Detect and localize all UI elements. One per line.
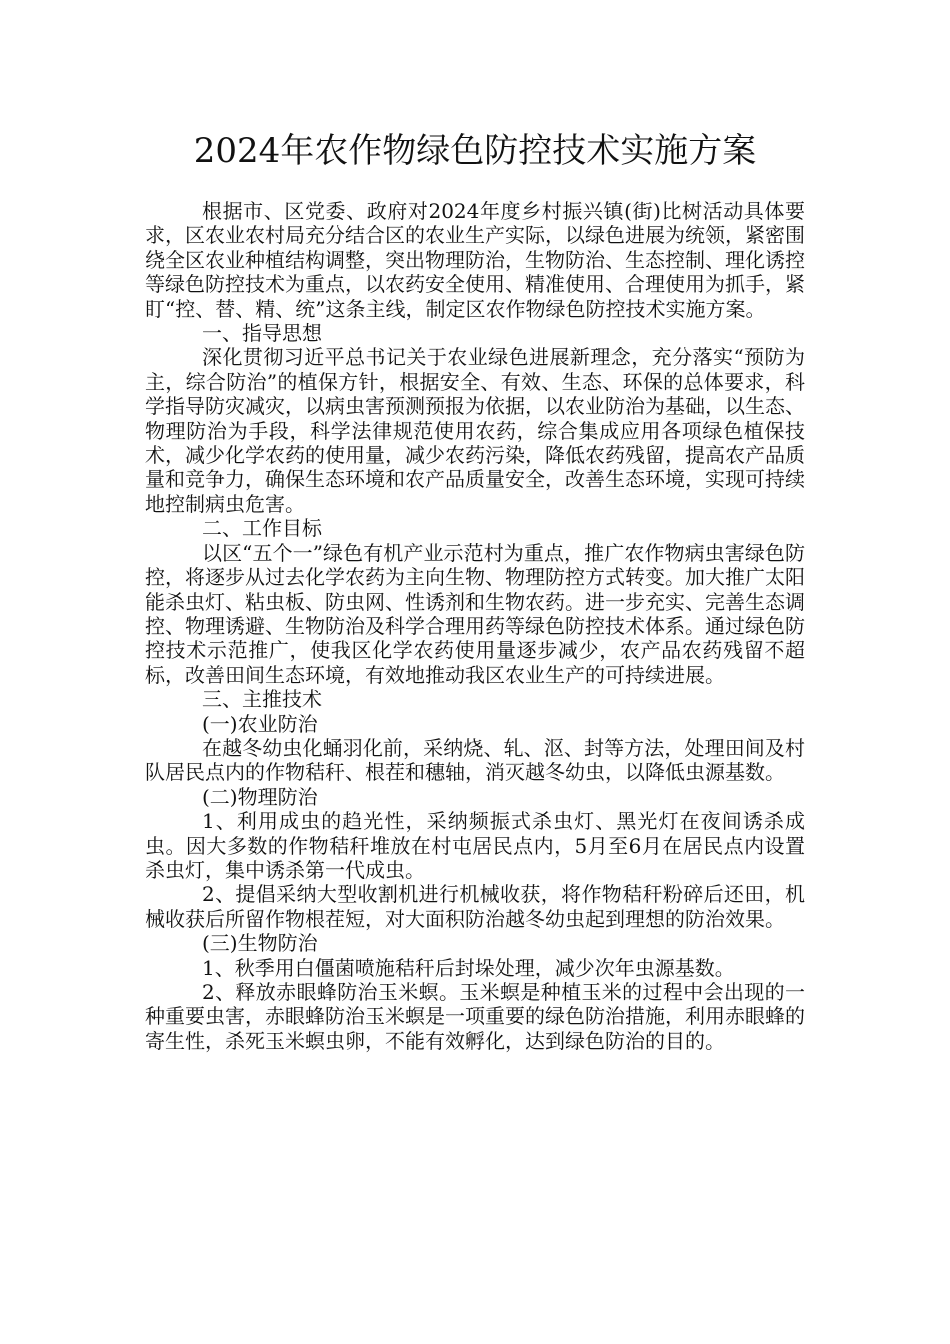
- biological-paragraph-2: 2、释放赤眼蜂防治玉米螟。玉米螟是种植玉米的过程中会出现的一种重要虫害，赤眼蜂防治玉米螟是一项重要的绿色防治措施，利用赤眼蜂的寄生性，杀死玉米螟虫卵，不能有效孵化，达到绿色防治的目的。: [145, 980, 805, 1053]
- intro-paragraph: 根据市、区党委、政府对2024年度乡村振兴镇(街)比树活动具体要求，区农业农村局充分结合区的农业生产实际，以绿色进展为统领，紧密围绕全区农业种植结构调整，突出物理防治，生物防治、生态控制、理化诱控等绿色防控技术为重点，以农药安全使用、精准使用、合理使用为抓手，紧盯“控、替、精、统”这条主线，制定区农作物绿色防控技术实施方案。: [145, 199, 805, 321]
- subheading-biological: (三)生物防治: [202, 931, 318, 956]
- subheading-physical: (二)物理防治: [202, 784, 318, 809]
- physical-paragraph-2: 2、提倡采纳大型收割机进行机械收获，将作物秸秆粉碎后还田，机械收获后所留作物根茬短，对大面积防治越冬幼虫起到理想的防治效果。: [145, 882, 805, 931]
- document-title: 2024年农作物绿色防控技术实施方案: [193, 131, 757, 171]
- section-heading-guiding: 一、指导思想: [202, 321, 322, 346]
- section-heading-techniques: 三、主推技术: [202, 687, 322, 712]
- document-body: [145, 199, 805, 1053]
- goals-paragraph: 以区“五个一”绿色有机产业示范村为重点，推广农作物病虫害绿色防控，将逐步从过去化学农药为主向生物、物理防控方式转变。加大推广太阳能杀虫灯、粘虫板、防虫网、性诱剂和生物农药。进一步充实、完善生态调控、物理诱避、生物防治及科学合理用药等绿色防控技术体系。通过绿色防控技术示范推广，使我区化学农药使用量逐步减少，农产品农药残留不超标，改善田间生态环境，有效地推动我区农业生产的可持续进展。: [145, 540, 805, 687]
- agricultural-paragraph: 在越冬幼虫化蛹羽化前，采纳烧、轧、沤、封等方法，处理田间及村队居民点内的作物秸秆、根茬和穗轴，消灭越冬幼虫，以降低虫源基数。: [145, 735, 805, 785]
- subheading-agricultural: (一)农业防治: [202, 711, 318, 736]
- biological-paragraph-1: 1、秋季用白僵菌喷施秸秆后封垛处理，减少次年虫源基数。: [202, 955, 735, 980]
- physical-paragraph-1: 1、利用成虫的趋光性，采纳频振式杀虫灯、黑光灯在夜间诱杀成虫。因大多数的作物秸秆堆放在村屯居民点内，5月至6月在居民点内设置杀虫灯，集中诱杀第一代成虫。: [145, 809, 805, 882]
- guiding-paragraph: 深化贯彻习近平总书记关于农业绿色进展新理念，充分落实“预防为主，综合防治”的植保方针，根据安全、有效、生态、环保的总体要求，科学指导防灾减灾，以病虫害预测预报为依据，以农业防治为基础，以生态、物理防治为手段，科学法律规范使用农药，综合集成应用各项绿色植保技术，减少化学农药的使用量，减少农药污染，降低农药残留，提高农产品质量和竞争力，确保生态环境和农产品质量安全，改善生态环境，实现可持续地控制病虫危害。: [145, 345, 805, 516]
- section-heading-goals: 二、工作目标: [202, 516, 322, 541]
